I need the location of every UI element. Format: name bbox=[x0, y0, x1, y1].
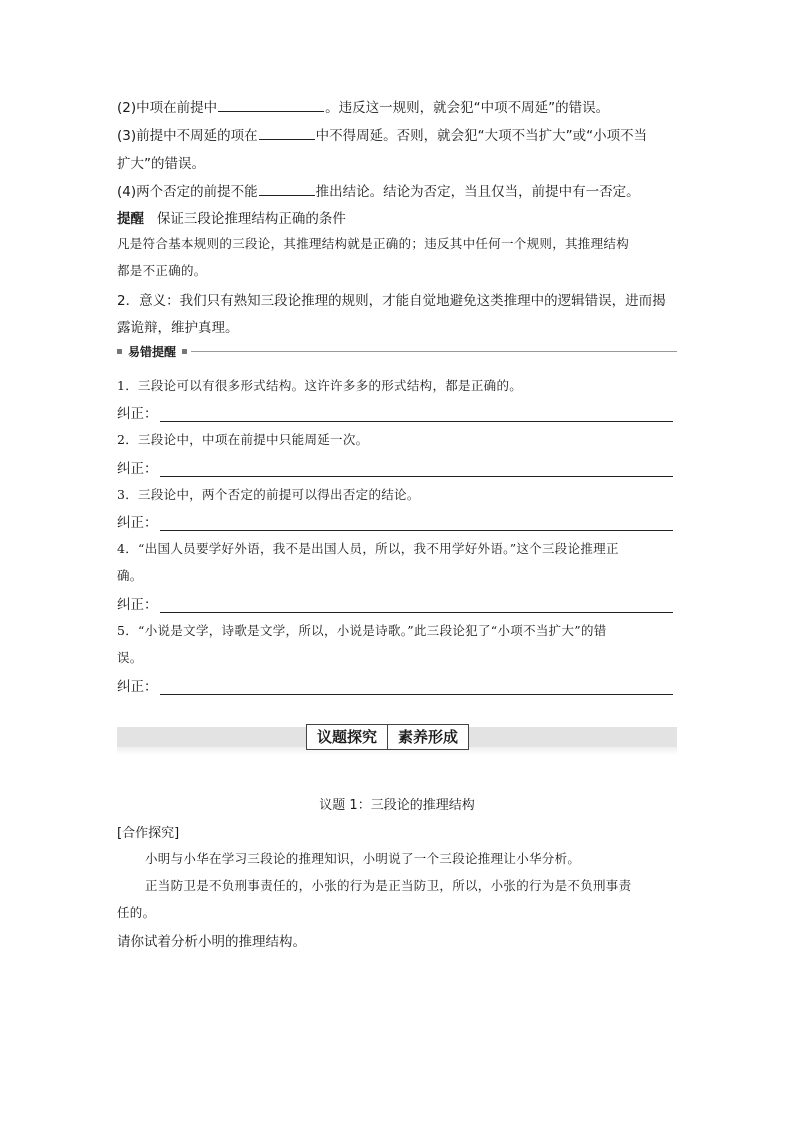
coop-label: [合作探究] bbox=[117, 826, 180, 841]
error-item-1: 1．三段论可以有很多形式结构。这许许多多的形式结构，都是正确的。 bbox=[117, 378, 523, 393]
topic-title: 议题 1：三段论的推理结构 bbox=[319, 798, 475, 813]
rule-4: (4)两个否定的前提不能 推出结论。结论为否定，当且仅当，前提中有一否定。 bbox=[117, 180, 679, 200]
correction-input[interactable] bbox=[160, 407, 674, 422]
error-item-2: 2．三段论中，中项在前提中只能周延一次。 bbox=[117, 432, 369, 447]
tip-line-2: 都是不正确的。 bbox=[117, 263, 207, 278]
correction-row-1: 纠正： bbox=[117, 402, 673, 422]
error-section-heading: 易错提醒 bbox=[117, 343, 677, 359]
topic-question: 请你试着分析小明的推理结构。 bbox=[117, 934, 306, 950]
tip-line-1: 凡是符合基本规则的三段论，其推理结构就是正确的；违反其中任何一个规则，其推理结构 bbox=[117, 236, 630, 251]
correction-row-3: 纠正： bbox=[117, 511, 673, 531]
correction-row-5: 纠正： bbox=[117, 675, 673, 695]
topic-paragraph-2-line-2: 任的。 bbox=[117, 905, 156, 920]
error-item-4: 4．“出国人员要学好外语，我不是出国人员，所以，我不用学好外语。”这个三段论推理正 bbox=[117, 541, 619, 556]
topic-paragraph-2-line-1: 正当防卫是不负刑事责任的，小张的行为是正当防卫，所以，小张的行为是不负刑事责 bbox=[145, 878, 632, 893]
fill-blank[interactable] bbox=[259, 125, 315, 140]
correction-row-2: 纠正： bbox=[117, 457, 673, 477]
correction-input[interactable] bbox=[160, 598, 674, 613]
meaning-line-1: 2．意义：我们只有熟知三段论推理的规则，才能自觉地避免这类推理中的逻辑错误，进而揭 bbox=[117, 293, 666, 309]
error-item-4-cont: 确。 bbox=[117, 568, 143, 583]
topic-paragraph-1: 小明与小华在学习三段论的推理知识，小明说了一个三段论推理让小华分析。 bbox=[145, 851, 581, 866]
correction-input[interactable] bbox=[160, 462, 674, 477]
square-bullet-icon bbox=[117, 349, 122, 354]
section-banner bbox=[306, 724, 469, 750]
correction-input[interactable] bbox=[160, 680, 674, 695]
rule-3: (3)前提中不周延的项在 中不得周延。否则，就会犯“大项不当扩大”或“小项不当 bbox=[117, 124, 679, 144]
tip-heading: 提醒 保证三段论推理结构正确的条件 bbox=[117, 211, 346, 227]
meaning-line-2: 露诡辩，维护真理。 bbox=[117, 320, 239, 336]
rule-3-cont: 扩大”的错误。 bbox=[117, 156, 205, 172]
square-bullet-icon bbox=[182, 349, 187, 354]
divider bbox=[191, 351, 677, 352]
rule-2: (2)中项在前提中 。违反这一规则，就会犯“中项不周延”的错误。 bbox=[117, 96, 679, 116]
banner-left-label: 议题探究 bbox=[317, 728, 378, 746]
error-item-3: 3．三段论中，两个否定的前提可以得出否定的结论。 bbox=[117, 487, 420, 502]
banner-right-label: 素养形成 bbox=[387, 725, 468, 749]
fill-blank[interactable] bbox=[218, 97, 324, 112]
error-item-5: 5．“小说是文学，诗歌是文学，所以，小说是诗歌。”此三段论犯了“小项不当扩大”的错 bbox=[117, 623, 607, 638]
fill-blank[interactable] bbox=[259, 181, 315, 196]
error-item-5-cont: 误。 bbox=[117, 650, 143, 665]
correction-input[interactable] bbox=[160, 516, 674, 531]
correction-row-4: 纠正： bbox=[117, 593, 673, 613]
